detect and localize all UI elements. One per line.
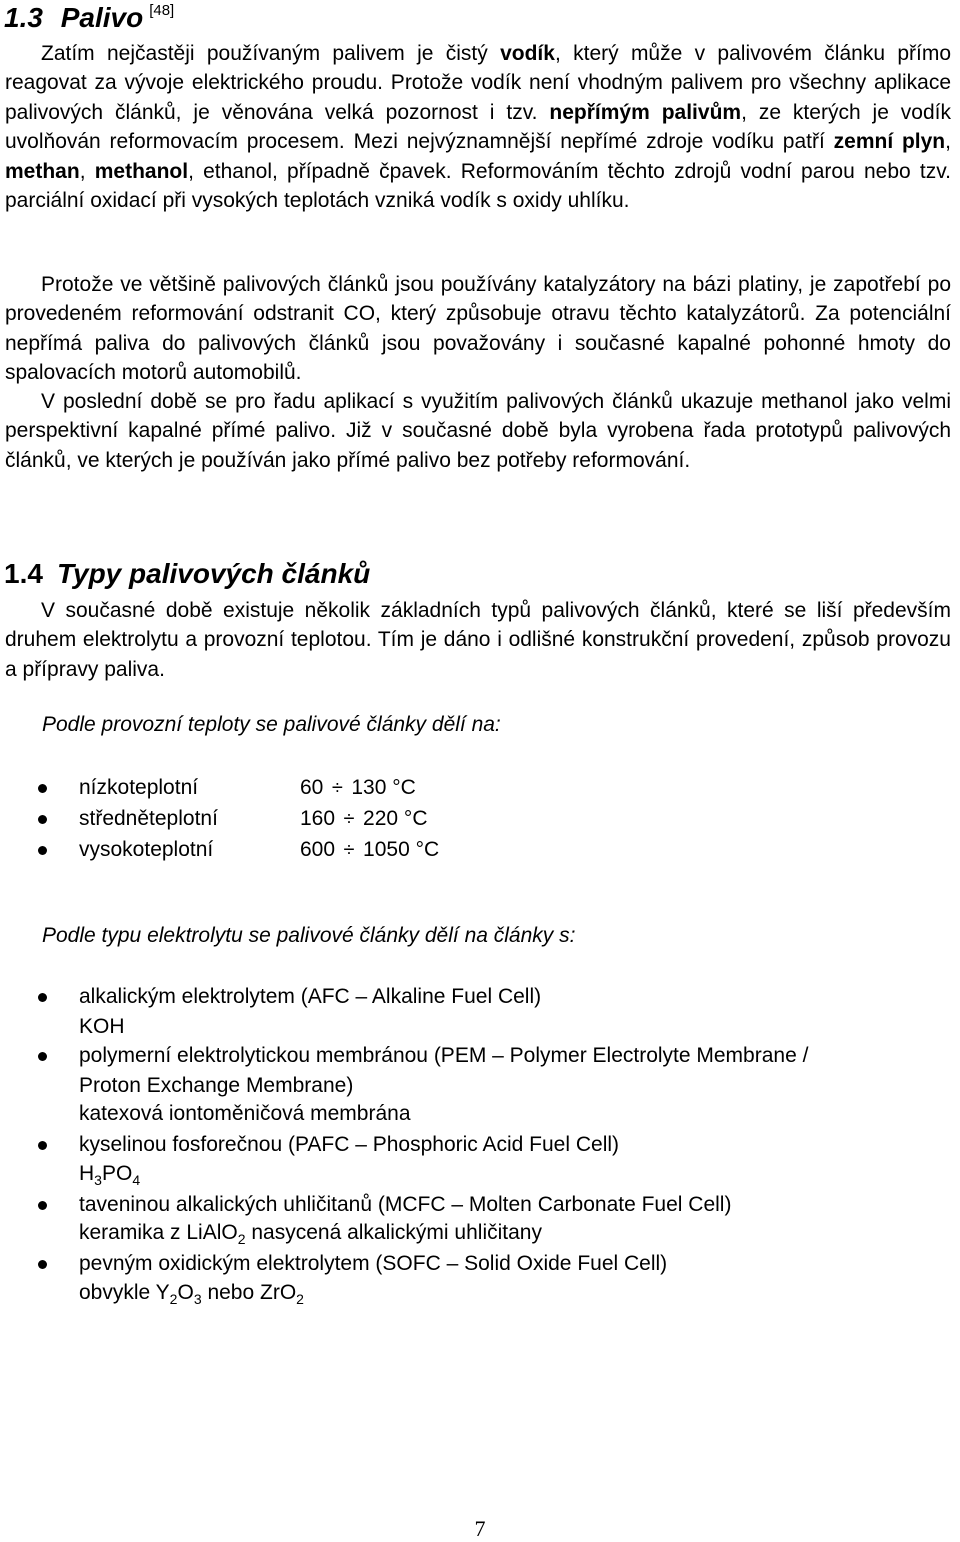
electrolyte-material <box>79 1159 140 1189</box>
bold-term: zemní plyn <box>833 130 946 154</box>
electrolyte-type: kyselinou fosforečnou (PAFC – Phosphoric Acid Fuel Cell) <box>79 1133 620 1156</box>
section-heading-1-4 <box>4 558 370 590</box>
bullet-icon <box>38 846 47 855</box>
formula-part: PO <box>101 1162 133 1185</box>
bullet-icon <box>38 815 47 824</box>
electrolyte-material: KOH <box>79 1015 125 1038</box>
temperature-subheading: Podle provozní teploty se palivové články dělí na: <box>42 713 501 736</box>
formula-subscript: 3 <box>94 1172 102 1188</box>
temp-range <box>300 773 416 803</box>
range-from: 600 <box>300 838 336 861</box>
paragraph-fuel-3: V poslední době se pro řadu aplikací s využitím palivových článků ukazuje methanol jako velmi perspektivní kapalné přímé palivo. Již v současné době byla vyrobena řada prototypů palivových článků, ve kterých je používán jako přímé palivo bez potřeby reformování. <box>5 390 951 472</box>
formula-subscript: 2 <box>237 1231 246 1247</box>
formula-part: keramika z LiAlO <box>79 1221 238 1244</box>
page-number: 7 <box>474 1516 486 1541</box>
range-symbol: ÷ <box>343 808 355 830</box>
electrolyte-material: katexová iontoměničová membrána <box>79 1102 411 1125</box>
formula-subscript: 2 <box>296 1291 304 1307</box>
temp-category: nízkoteplotní <box>79 776 199 799</box>
formula-subscript: 2 <box>169 1291 178 1307</box>
temp-category: středněteplotní <box>79 807 218 830</box>
range-to: 1050 °C <box>363 838 440 861</box>
bullet-icon <box>38 784 47 793</box>
section-title: Typy palivových článků <box>56 558 371 589</box>
temp-range <box>300 835 439 865</box>
bold-term: nepřímým palivům <box>549 100 742 124</box>
temp-category: vysokoteplotní <box>79 838 214 861</box>
electrolyte-material <box>79 1218 542 1248</box>
bullet-icon <box>38 993 47 1002</box>
formula-part: nasycená alkalickými uhličitany <box>245 1221 542 1244</box>
paragraph-types-intro: V současné době existuje několik základních typů palivových článků, které se liší především druhem elektrolytu a provozní teplotou. Tím je dáno i odlišné konstrukční provedení, způsob provozu a přípravy paliva. <box>5 599 951 681</box>
range-to: 130 °C <box>351 776 416 799</box>
section-title: Palivo <box>60 2 144 33</box>
electrolyte-type: taveninou alkalických uhličitanů (MCFC – Molten Carbonate Fuel Cell) <box>79 1193 732 1216</box>
range-from: 60 <box>300 776 324 799</box>
electrolyte-type: polymerní elektrolytickou membránou (PEM – Polymer Electrolyte Membrane / <box>79 1044 809 1067</box>
bullet-icon <box>38 1201 47 1210</box>
electrolyte-material <box>79 1278 304 1308</box>
text-run: , <box>945 130 951 154</box>
range-symbol: ÷ <box>331 777 343 799</box>
section-number: 1.4 <box>4 558 43 589</box>
bullet-icon <box>38 1141 47 1150</box>
formula-part: obvykle Y <box>79 1281 170 1304</box>
text-run: , který může v palivovém článku přímo reagovat za vývoje elektrického proudu. Protože vodík není vhodným palivem pro všechny aplikace palivových článků, je věnována velká pozornost i tzv. <box>5 42 952 124</box>
bold-term: methan <box>5 159 80 183</box>
electrolyte-type: alkalickým elektrolytem (AFC – Alkaline Fuel Cell) <box>79 985 542 1008</box>
electrolyte-type: pevným oxidickým elektrolytem (SOFC – Solid Oxide Fuel Cell) <box>79 1252 668 1275</box>
text-run: Zatím nejčastěji používaným palivem je čistý <box>41 42 501 65</box>
electrolyte-type-cont: Proton Exchange Membrane) <box>79 1074 354 1097</box>
range-symbol: ÷ <box>343 839 355 861</box>
citation-ref: [48] <box>149 2 175 19</box>
range-to: 220 °C <box>363 807 428 830</box>
text-run: , ethanol, případně čpavek. Reformováním těchto zdrojů vodní parou nebo tzv. parciální oxidací při vysokých teplotách vzniká vodík s oxidy uhlíku. <box>5 159 951 213</box>
formula-subscript: 4 <box>132 1172 141 1188</box>
section-heading-1-3 <box>4 2 174 34</box>
bullet-icon <box>38 1052 47 1061</box>
bullet-icon <box>38 1260 47 1269</box>
bold-term: vodík <box>500 42 555 65</box>
formula-part: nebo ZrO <box>201 1281 297 1304</box>
paragraph-fuel-2: Protože ve většině palivových článků jsou používány katalyzátory na bázi platiny, je zapotřebí po provedeném reformování odstranit CO, který způsobuje otravu těchto katalyzátorů. Za potenciální nepřímá paliva do palivových článků jsou považovány i současné kapalné pohonné hmoty do spalovacích motorů automobilů. <box>5 273 951 385</box>
formula-subscript: 3 <box>193 1291 202 1307</box>
bold-term: methanol <box>94 159 189 183</box>
text-run: , ze kterých je vodík uvolňován reformovacím procesem. Mezi nejvýznamnější nepřímé zdroje vodíku patří <box>5 100 952 154</box>
formula-part: O <box>177 1281 194 1304</box>
formula-part: H <box>79 1162 95 1185</box>
paragraph-fuel-1 <box>5 39 951 215</box>
range-from: 160 <box>300 807 336 830</box>
section-number: 1.3 <box>4 2 43 33</box>
electrolyte-subheading: Podle typu elektrolytu se palivové články dělí na články s: <box>42 924 576 947</box>
text-run: , <box>79 159 95 183</box>
temp-range <box>300 804 427 834</box>
